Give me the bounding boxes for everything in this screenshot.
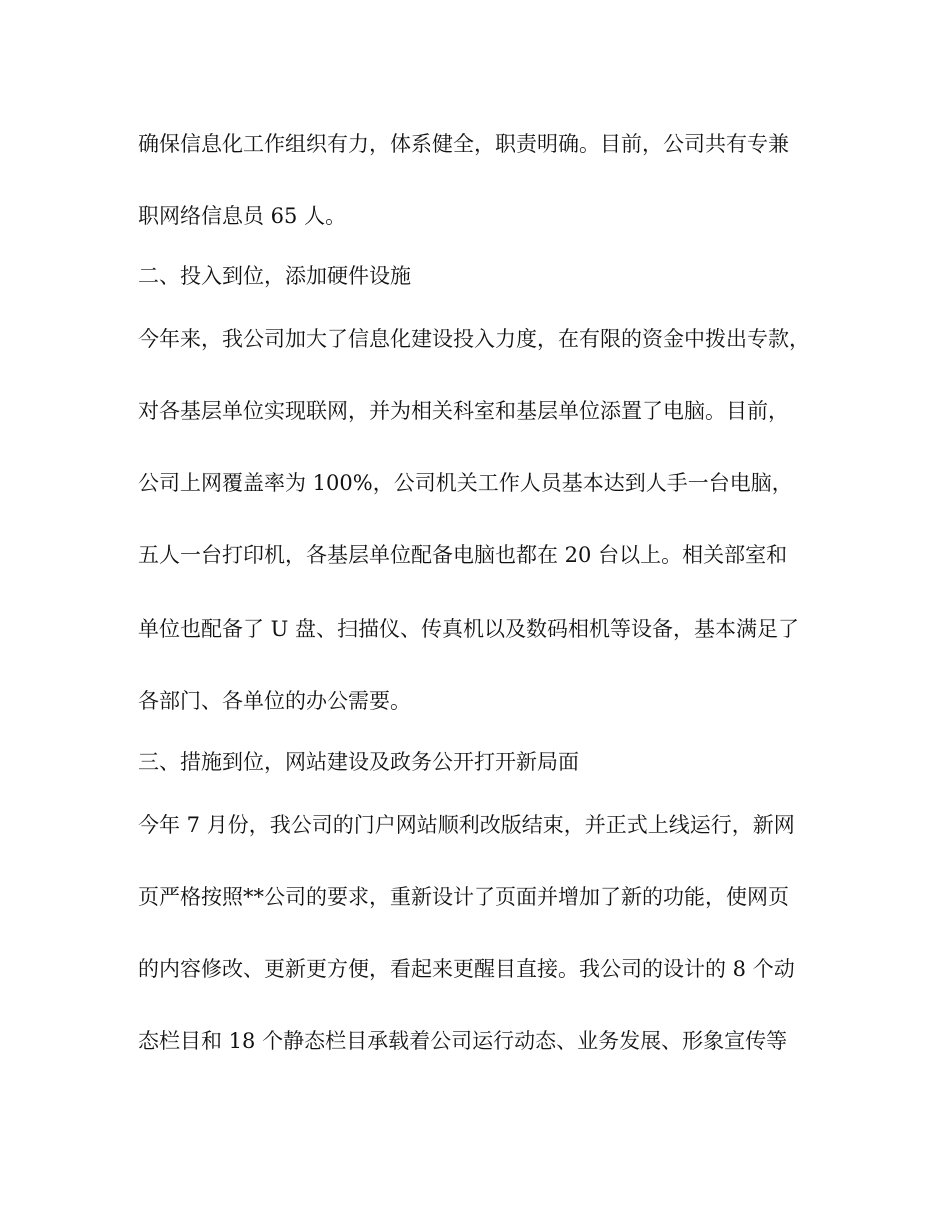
body-line-10: 页严格按照**公司的要求，重新设计了页面并增加了新的功能，使网页 <box>138 885 789 909</box>
body-line-5: 公司上网覆盖率为 100%，公司机关工作人员基本达到人手一台电脑， <box>138 471 793 495</box>
body-line-11: 的内容修改、更新更方便，看起来更醒目直接。我公司的设计的 8 个动 <box>138 957 795 981</box>
body-line-3: 今年来，我公司加大了信息化建设投入力度，在有限的资金中拨出专款， <box>138 327 810 351</box>
body-line-12: 态栏目和 18 个静态栏目承载着公司运行动态、业务发展、形象宣传等 <box>138 1029 788 1053</box>
body-line-2: 职网络信息员 65 人。 <box>138 204 347 228</box>
body-line-9: 今年 7 月份，我公司的门户网站顺利改版结束，并正式上线运行，新网 <box>138 813 795 837</box>
body-line-1: 确保信息化工作组织有力，体系健全，职责明确。目前，公司共有专兼 <box>138 132 789 156</box>
section-heading-3: 三、措施到位，网站建设及政务公开打开新局面 <box>138 750 579 774</box>
body-line-8: 各部门、各单位的办公需要。 <box>138 689 411 713</box>
body-line-7: 单位也配备了 U 盘、扫描仪、传真机以及数码相机等设备，基本满足了 <box>138 617 800 641</box>
body-line-6: 五人一台打印机，各基层单位配备电脑也都在 20 台以上。相关部室和 <box>138 543 788 567</box>
section-heading-2: 二、投入到位，添加硬件设施 <box>138 264 411 288</box>
body-line-4: 对各基层单位实现联网，并为相关科室和基层单位添置了电脑。目前， <box>138 399 789 423</box>
